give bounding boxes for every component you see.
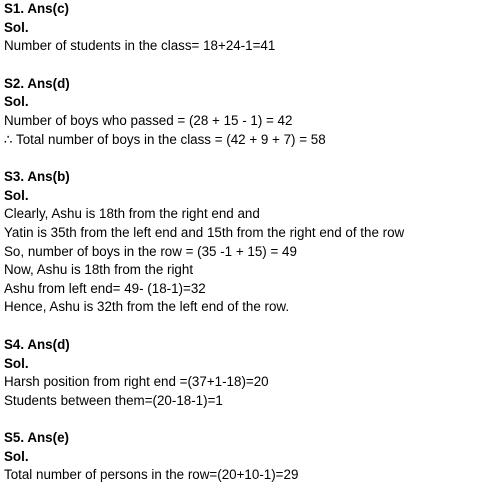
solution-line: Ashu from left end= 49- (18-1)=32: [4, 280, 206, 296]
solutions-document: [4, 0, 478, 485]
solution-s1: [4, 0, 478, 56]
solution-line: Yatin is 35th from the left end and 15th from the right end of the row: [4, 224, 405, 240]
solution-line: ∴ Total number of boys in the class = (42 + 9 + 7) = 58: [4, 131, 326, 147]
answer-heading: S4. Ans(d): [4, 336, 70, 352]
solution-s4: [4, 336, 478, 410]
sol-label: Sol.: [4, 355, 29, 371]
solution-line: Students between them=(20-18-1)=1: [4, 392, 223, 408]
solution-line: Now, Ashu is 18th from the right: [4, 262, 194, 278]
solution-line: Harsh position from right end =(37+1-18)=20: [4, 374, 269, 390]
answer-heading: S1. Ans(c): [4, 1, 69, 16]
sol-label: Sol.: [4, 448, 29, 464]
answer-heading: S2. Ans(d): [4, 75, 70, 91]
solution-line: Total number of persons in the row=(20+10-1)=29: [4, 467, 299, 483]
sol-label: Sol.: [4, 94, 29, 110]
solution-s3: [4, 168, 478, 317]
solution-line: Number of boys who passed = (28 + 15 - 1) = 42: [4, 112, 293, 128]
answer-heading: S5. Ans(e): [4, 430, 69, 446]
solution-s2: [4, 75, 478, 149]
solution-line: Hence, Ashu is 32th from the left end of the row.: [4, 299, 290, 315]
solution-s5: [4, 429, 478, 485]
solution-line: Clearly, Ashu is 18th from the right end and: [4, 206, 260, 222]
answer-heading: S3. Ans(b): [4, 169, 70, 185]
solution-line: Number of students in the class= 18+24-1=41: [4, 38, 276, 54]
sol-label: Sol.: [4, 19, 29, 35]
solution-line: So, number of boys in the row = (35 -1 + 15) = 49: [4, 243, 297, 259]
sol-label: Sol.: [4, 187, 29, 203]
